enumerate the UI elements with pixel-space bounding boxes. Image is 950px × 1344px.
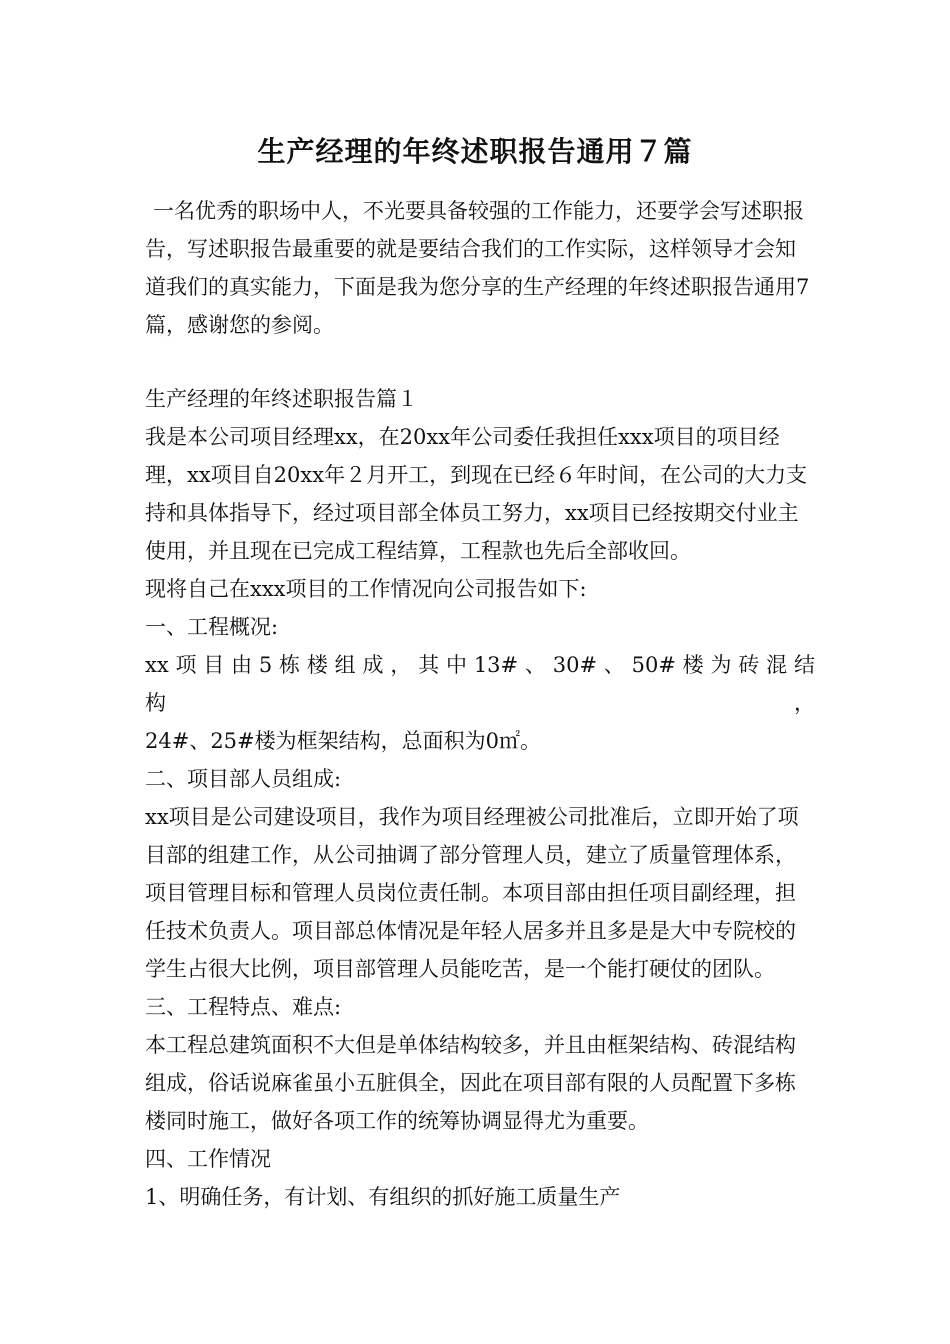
body-paragraph-2: 现将自己在xxx项目的工作情况向公司报告如下: [145,577,587,601]
body-paragraph-3-line-1: xx 项 目 由 5 栋 楼 组 成 ， 其 中 13# 、 30# 、 50# 楼 为 砖 混 结 构 ， [145,653,815,715]
heading-team-composition: 二、项目部人员组成: [145,767,342,791]
body-paragraph-3-line-2: 24#、25#楼为框架结构，总面积为0㎡。 [145,729,541,753]
heading-project-features: 三、工程特点、难点: [145,995,342,1019]
heading-project-overview: 一、工程概况: [145,615,279,639]
heading-work-status: 四、工作情况 [145,1147,271,1171]
section-heading: 生产经理的年终述职报告篇１ [145,387,418,411]
document-title: 生产经理的年终述职报告通用７篇 [257,135,693,168]
body-paragraph-1: 我是本公司项目经理xx，在20xx年公司委任我担任xxx项目的项目经理，xx项目自20xx年２月开工，到现在已经６年时间，在公司的大力支持和具体指导下，经过项目部全体员工努力，xx项目已经按期交付业主使用，并且现在已完成工程结算，工程款也先后全部收回。 [145,425,808,563]
intro-paragraph: 一名优秀的职场中人，不光要具备较强的工作能力，还要学会写述职报告，写述职报告最重要的就是要结合我们的工作实际，这样领导才会知道我们的真实能力，下面是我为您分享的生产经理的年终述职报告通用7篇，感谢您的参阅。 [145,199,810,337]
body-paragraph-4: xx项目是公司建设项目，我作为项目经理被公司批准后，立即开始了项目部的组建工作，从公司抽调了部分管理人员，建立了质量管理体系，项目管理目标和管理人员岗位责任制。本项目部由担任项目副经理，担任技术负责人。项目部总体情况是年轻人居多并且多是是大中专院校的学生占很大比例，项目部管理人员能吃苦，是一个能打硬仗的团队。 [145,805,799,981]
paragraph-gap [145,344,815,380]
body-paragraph-5: 本工程总建筑面积不大但是单体结构较多，并且由框架结构、砖混结构组成，俗话说麻雀虽小五脏俱全，因此在项目部有限的人员配置下多栋楼同时施工，做好各项工作的统筹协调显得尤为重要。 [145,1033,796,1133]
list-item-1: 1、明确任务，有计划、有组织的抓好施工质量生产 [145,1185,621,1209]
document-body [145,192,815,1216]
